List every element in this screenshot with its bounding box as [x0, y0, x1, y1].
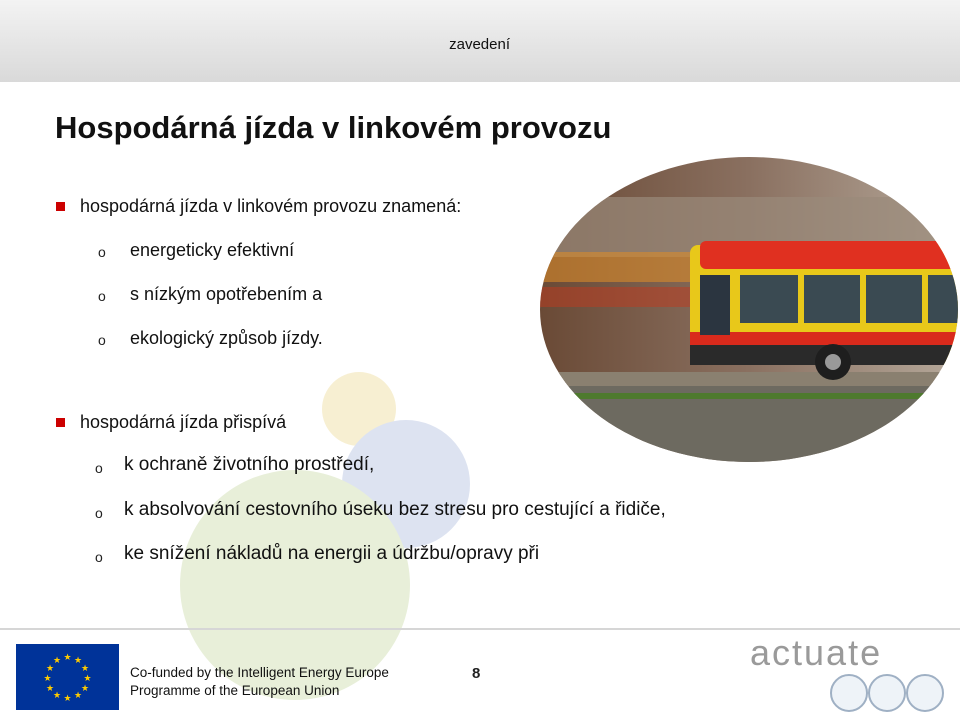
sub-bullet: o [95, 505, 103, 521]
cofund-line: Co-funded by the Intelligent Energy Europe [130, 665, 389, 680]
block2-heading: hospodárná jízda přispívá [80, 412, 287, 432]
sub-bullet: o [95, 460, 103, 476]
svg-text:★: ★ [52, 691, 62, 701]
svg-text:★: ★ [80, 664, 90, 674]
slide-title: Hospodárná jízda v linkovém provozu [55, 110, 612, 145]
bus-photo [540, 157, 958, 462]
bullet-square [56, 202, 65, 211]
list-item: ekologický způsob jízdy. [130, 328, 323, 348]
cofund-text [130, 664, 389, 700]
svg-text:★: ★ [83, 674, 92, 684]
svg-text:★: ★ [63, 653, 72, 663]
list-item: k ochraně životního prostředí, [124, 454, 375, 475]
block1-heading: hospodárná jízda v linkovém provozu znamená: [80, 196, 462, 216]
header-bar [0, 0, 960, 82]
page-number: 8 [472, 665, 481, 682]
svg-text:★: ★ [43, 674, 52, 684]
svg-text:★: ★ [45, 684, 55, 694]
section-label: zavedení [449, 36, 510, 53]
sub-bullet: o [98, 244, 106, 260]
bus-image [540, 157, 958, 462]
sub-bullet: o [98, 288, 106, 304]
svg-text:★: ★ [52, 656, 62, 666]
svg-text:★: ★ [63, 694, 72, 704]
svg-text:★: ★ [73, 656, 83, 666]
list-item: k absolvování cestovního úseku bez stresu pro cestující a řidiče, [124, 499, 666, 520]
sub-bullet: o [95, 549, 103, 565]
bullet-square [56, 418, 65, 427]
tram-icon [906, 674, 944, 712]
footer-divider [0, 628, 960, 630]
sub-bullet: o [98, 332, 106, 348]
bus-icon [830, 674, 868, 712]
svg-text:★: ★ [45, 664, 55, 674]
steering-wheel-icon [868, 674, 906, 712]
eu-flag-icon [16, 644, 119, 710]
actuate-logo: actuate [750, 632, 883, 673]
svg-text:★: ★ [80, 684, 90, 694]
svg-text:★: ★ [73, 691, 83, 701]
list-item: energeticky efektivní [130, 240, 295, 260]
cofund-line: Programme of the European Union [130, 683, 340, 698]
list-item: s nízkým opotřebením a [130, 284, 323, 304]
list-item: ke snížení nákladů na energii a údržbu/opravy při [124, 543, 540, 564]
